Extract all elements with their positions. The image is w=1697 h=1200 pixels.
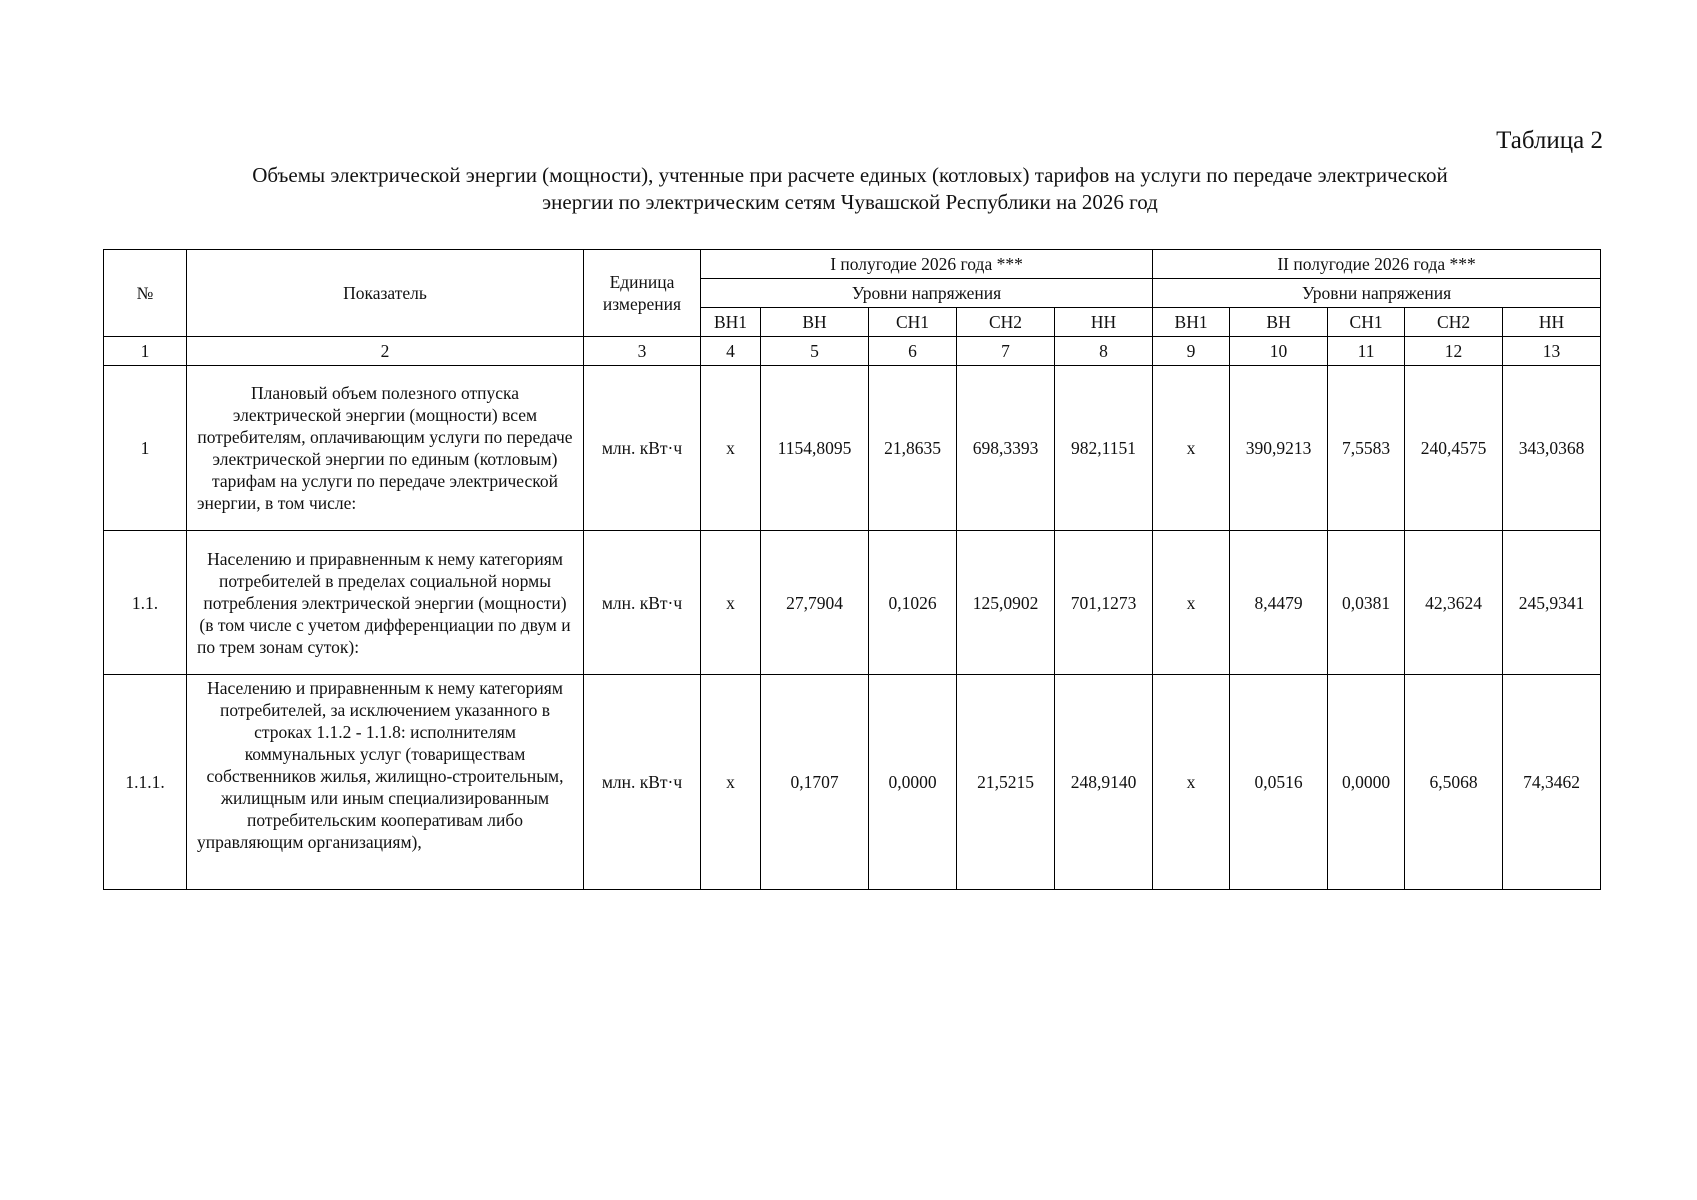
column-number: 11 [1328,337,1405,366]
value-cell: x [701,531,761,675]
column-number: 2 [187,337,584,366]
value-cell: x [701,366,761,531]
header-no: № [104,250,187,337]
document-title-line-2: энергии по электрическим сетям Чувашской Республики на 2026 год [542,190,1158,214]
header-level-vn-2: ВН [1230,308,1328,337]
header-level-sn1-2: СН1 [1328,308,1405,337]
row-number: 1.1.1. [104,675,187,890]
value-cell: 125,0902 [957,531,1055,675]
column-number: 13 [1503,337,1601,366]
value-cell: 21,5215 [957,675,1055,890]
row-indicator: Населению и приравненным к нему категориям потребителей в пределах социальной нормы потребления электрической энергии (мощности) (в том числе с учетом дифференциации по двум и по трем зонам суток): [187,531,584,675]
value-cell: 248,9140 [1055,675,1153,890]
table-row [104,366,1601,531]
value-cell: 42,3624 [1405,531,1503,675]
value-cell: x [701,675,761,890]
row-number: 1 [104,366,187,531]
value-cell: 0,0516 [1230,675,1328,890]
column-number: 5 [761,337,869,366]
document-title [100,162,1600,216]
header-level-nn-1: НН [1055,308,1153,337]
value-cell: 390,9213 [1230,366,1328,531]
header-level-vn1-2: ВН1 [1153,308,1230,337]
column-number: 8 [1055,337,1153,366]
value-cell: 7,5583 [1328,366,1405,531]
column-number: 3 [584,337,701,366]
header-level-sn2-1: СН2 [957,308,1055,337]
value-cell: 982,1151 [1055,366,1153,531]
header-level-sn1-1: СН1 [869,308,957,337]
header-voltage-levels-2: Уровни напряжения [1153,279,1601,308]
header-level-vn-1: ВН [761,308,869,337]
table-row [104,675,1601,890]
value-cell: 21,8635 [869,366,957,531]
column-number: 1 [104,337,187,366]
value-cell: 74,3462 [1503,675,1601,890]
column-number-row [104,337,1601,366]
value-cell: x [1153,531,1230,675]
header-level-nn-2: НН [1503,308,1601,337]
column-number: 6 [869,337,957,366]
header-row-periods [104,250,1601,279]
value-cell: 343,0368 [1503,366,1601,531]
column-number: 9 [1153,337,1230,366]
value-cell: 0,0381 [1328,531,1405,675]
value-cell: 0,0000 [869,675,957,890]
volumes-table [103,249,1601,890]
value-cell: 698,3393 [957,366,1055,531]
row-number: 1.1. [104,531,187,675]
row-unit: млн. кВт·ч [584,531,701,675]
header-unit: Единица измерения [584,250,701,337]
value-cell: 0,1026 [869,531,957,675]
value-cell: 8,4479 [1230,531,1328,675]
value-cell: 240,4575 [1405,366,1503,531]
column-number: 4 [701,337,761,366]
header-indicator: Показатель [187,250,584,337]
header-level-sn2-2: СН2 [1405,308,1503,337]
header-half-1: I полугодие 2026 года *** [701,250,1153,279]
column-number: 12 [1405,337,1503,366]
value-cell: 1154,8095 [761,366,869,531]
table-row [104,531,1601,675]
value-cell: 245,9341 [1503,531,1601,675]
header-voltage-levels-1: Уровни напряжения [701,279,1153,308]
value-cell: x [1153,366,1230,531]
value-cell: 0,0000 [1328,675,1405,890]
row-indicator-cell [187,675,584,890]
row-unit: млн. кВт·ч [584,675,701,890]
value-cell: 0,1707 [761,675,869,890]
row-unit: млн. кВт·ч [584,366,701,531]
column-number: 7 [957,337,1055,366]
header-level-vn1-1: ВН1 [701,308,761,337]
value-cell: 6,5068 [1405,675,1503,890]
header-half-2: II полугодие 2026 года *** [1153,250,1601,279]
column-number: 10 [1230,337,1328,366]
value-cell: x [1153,675,1230,890]
document-title-line-1: Объемы электрической энергии (мощности), учтенные при расчете единых (котловых) тарифов на услуги по передаче электрической [252,163,1448,187]
row-indicator: Плановый объем полезного отпуска электрической энергии (мощности) всем потребителям, оплачивающим услуги по передаче электрической энергии по единым (котловым) тарифам на услуги по передаче электрической энергии, в том числе: [187,366,584,531]
table-number-label: Таблица 2 [1496,127,1603,154]
value-cell: 27,7904 [761,531,869,675]
value-cell: 701,1273 [1055,531,1153,675]
row-indicator: Населению и приравненным к нему категориям потребителей, за исключением указанного в строках 1.1.2 - 1.1.8: исполнителям коммунальных услуг (товариществам собственников жилья, жилищно-строительным, жилищным или иным специализированным потребительским кооперативам либо управляющим организациям), [197,678,564,852]
